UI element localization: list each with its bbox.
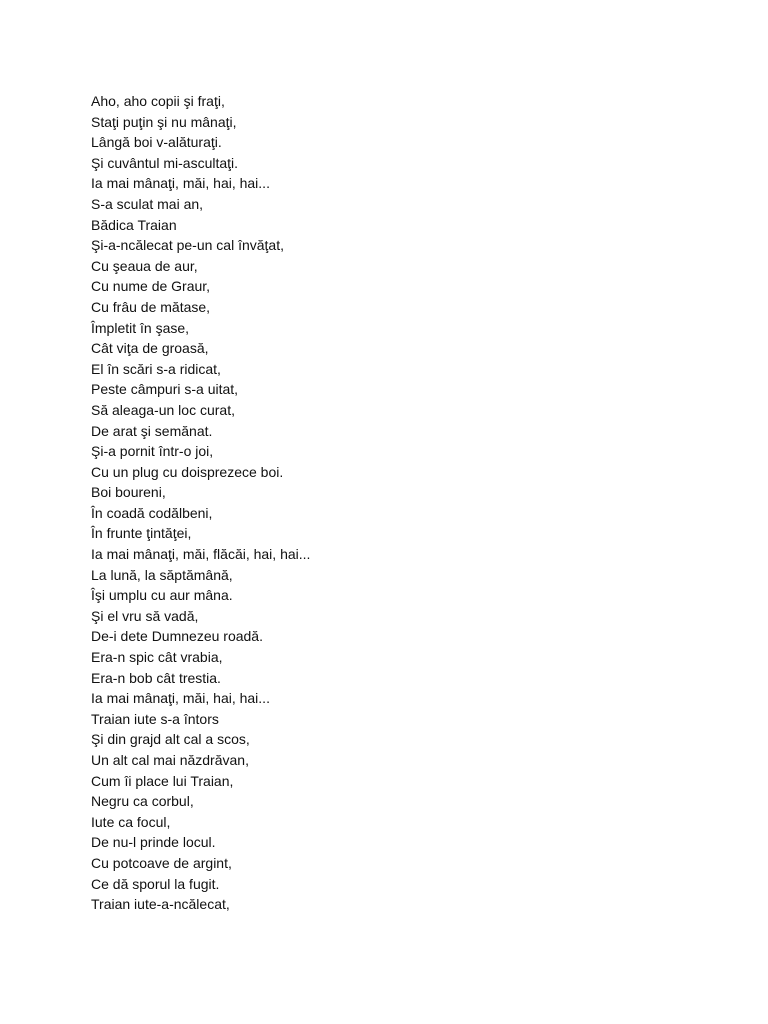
- poem-line: Şi-a pornit într-o joi,: [91, 443, 214, 460]
- poem-line: Traian iute s-a întors: [91, 710, 219, 727]
- poem-line: Iute ca focul,: [91, 813, 171, 830]
- poem-line: De nu-l prinde locul.: [91, 834, 216, 851]
- poem-line: De arat şi semănat.: [91, 422, 213, 439]
- poem-line: La lună, la săptămână,: [91, 566, 233, 583]
- poem-line: El în scări s-a ridicat,: [91, 360, 221, 377]
- poem-line: Staţi puţin şi nu mânaţi,: [91, 113, 237, 130]
- poem-line: Peste câmpuri s-a uitat,: [91, 381, 239, 398]
- poem-line: Cum îi place lui Traian,: [91, 772, 234, 789]
- poem-line: Şi-a-ncălecat pe-un cal învăţat,: [91, 237, 284, 254]
- poem-line: Cât viţa de groasă,: [91, 340, 209, 357]
- poem-line: Şi el vru să vadă,: [91, 607, 199, 624]
- poem-line: Cu şeaua de aur,: [91, 257, 198, 274]
- poem-line: Ia mai mânaţi, măi, flăcăi, hai, hai...: [91, 546, 311, 563]
- poem-line: Era-n bob cât trestia.: [91, 669, 221, 686]
- poem-text: [91, 91, 310, 915]
- poem-line: Lângă boi v-alăturaţi.: [91, 134, 222, 151]
- poem-line: În coadă codălbeni,: [91, 504, 213, 521]
- poem-line: Să aleaga-un loc curat,: [91, 401, 235, 418]
- poem-line: Aho, aho copii şi fraţi,: [91, 93, 225, 109]
- poem-line: De-i dete Dumnezeu roadă.: [91, 628, 263, 645]
- poem-line: Cu un plug cu doisprezece boi.: [91, 463, 284, 480]
- poem-line: Ce dă sporul la fugit.: [91, 875, 220, 892]
- poem-line: Ia mai mânaţi, măi, hai, hai...: [91, 175, 270, 192]
- poem-line: Era-n spic cât vrabia,: [91, 649, 223, 666]
- poem-line: Negru ca corbul,: [91, 793, 194, 810]
- poem-line: Traian iute-a-ncălecat,: [91, 896, 230, 913]
- poem-line: Bădica Traian: [91, 216, 177, 233]
- poem-line: Ia mai mânaţi, măi, hai, hai...: [91, 690, 270, 707]
- poem-line: Împletit în şase,: [91, 319, 190, 336]
- poem-line: Cu frâu de mătase,: [91, 298, 211, 315]
- poem-line: Un alt cal mai năzdrăvan,: [91, 752, 249, 768]
- poem-line: Cu potcoave de argint,: [91, 854, 232, 871]
- poem-line: Boi boureni,: [91, 484, 166, 501]
- poem-line: În frunte ţintăţei,: [91, 525, 192, 542]
- poem-line: S-a sculat mai an,: [91, 195, 204, 212]
- poem-line: Îşi umplu cu aur mâna.: [91, 587, 233, 604]
- poem-line: Cu nume de Graur,: [91, 278, 211, 295]
- poem-line: Şi cuvântul mi-ascultaţi.: [91, 154, 239, 171]
- poem-line: Şi din grajd alt cal a scos,: [91, 731, 250, 748]
